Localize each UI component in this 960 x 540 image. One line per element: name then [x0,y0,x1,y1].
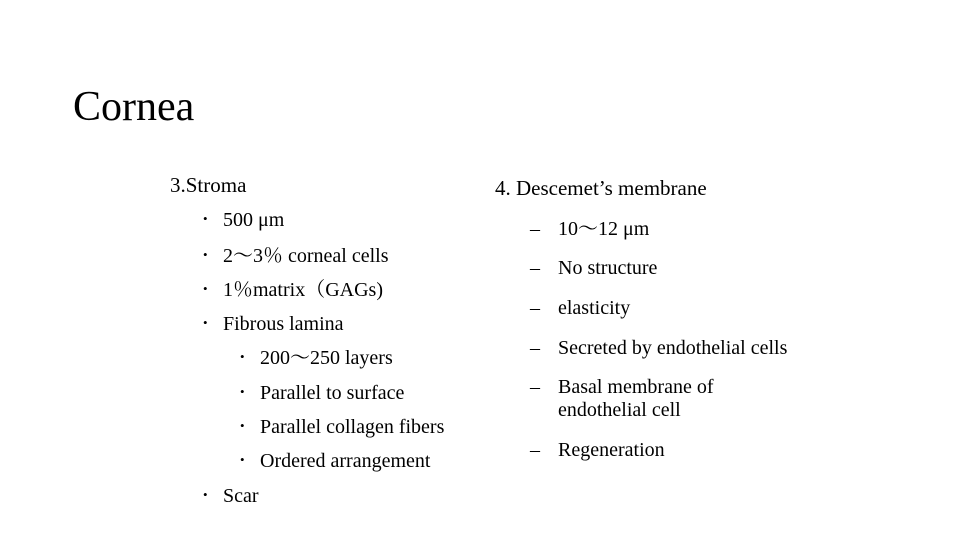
sub-list-item [240,415,444,440]
slide-title: Cornea [73,84,195,130]
stroma-heading: 3.Stroma [170,173,247,197]
bullet-icon: • [203,315,208,331]
list-item-text: 2～3％ corneal cells [223,245,389,267]
sub-list-item [240,449,430,474]
dash-icon: – [530,218,540,240]
list-item [203,278,383,303]
list-item-text: Secreted by endothelial cells [558,337,788,359]
list-item [203,312,344,337]
bullet-icon: • [240,349,245,365]
list-item [530,256,657,280]
sub-list-item [240,381,404,406]
list-item [203,484,259,509]
list-item [203,208,284,233]
list-item-text: Fibrous lamina [223,313,344,335]
list-item-text-continued: endothelial cell [558,399,681,421]
bullet-icon: • [240,384,245,400]
dash-icon: – [530,257,540,279]
sub-list-item-text: Parallel collagen fibers [260,416,445,438]
dash-icon: – [530,337,540,359]
descemet-heading: 4. Descemet’s membrane [495,176,707,200]
bullet-icon: • [240,452,245,468]
list-item-text: 500 μm [223,209,285,231]
list-item [530,296,630,320]
list-item-text: No structure [558,257,658,279]
sub-list-item-text: Parallel to surface [260,382,405,404]
list-item-text: Scar [223,485,259,507]
bullet-icon: • [240,418,245,434]
bullet-icon: • [203,247,208,263]
dash-icon: – [530,376,540,398]
sub-list-item [240,346,393,371]
sub-list-item-text: Ordered arrangement [260,450,431,472]
list-item [530,438,665,462]
sub-list-item-text: 200～250 layers [260,347,393,369]
list-item-text: elasticity [558,297,631,319]
list-item-text: Regeneration [558,439,665,461]
bullet-icon: • [203,281,208,297]
bullet-icon: • [203,211,208,227]
list-item-text: Basal membrane of [558,376,714,398]
list-item [530,375,790,421]
list-item [530,336,787,360]
list-item-text: 10～12 μm [558,218,650,240]
list-item [203,244,389,269]
list-item [530,217,649,241]
dash-icon: – [530,297,540,319]
bullet-icon: • [203,487,208,503]
dash-icon: – [530,439,540,461]
list-item-text: 1％matrix（GAGs) [223,279,383,301]
